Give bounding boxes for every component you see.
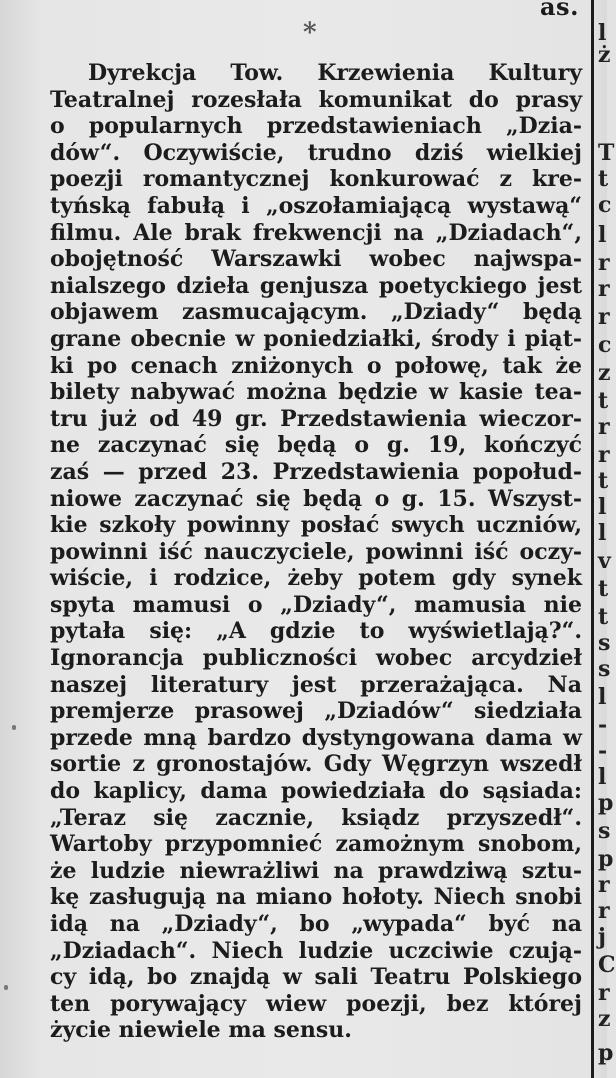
article-line: poezji romantycznej konkurować z kre-: [50, 166, 582, 193]
adjacent-column-letter: p: [598, 1040, 614, 1066]
article-line: filmu. Ale brak frekwencji na „Dziadach“,: [50, 219, 582, 246]
article-line: do kaplicy, dama powiedziała do sąsiada:: [50, 778, 582, 805]
adjacent-column-letter: s: [598, 656, 611, 682]
adjacent-column-letter: s: [598, 818, 611, 844]
adjacent-column-letter: v: [598, 548, 611, 574]
adjacent-column-letter: r: [598, 250, 610, 276]
article-line: spyta mamusi o „Dziady“, mamusia nie: [50, 591, 582, 618]
adjacent-column-letter: c: [598, 192, 612, 218]
article-line: Wartoby przypomnieć zamożnym snobom,: [50, 831, 582, 858]
adjacent-column-letter: -: [598, 712, 608, 738]
article-line: naszej literatury jest przerażająca. Na: [50, 671, 582, 698]
adjacent-column-letter: p: [598, 846, 614, 872]
adjacent-column-letter: r: [598, 872, 610, 898]
adjacent-column-letter: t: [598, 388, 609, 414]
article-line: premjerze prasowej „Dziadów“ siedziała: [50, 698, 582, 725]
adjacent-column-letter: r: [598, 414, 610, 440]
article-line: niowe zaczynać się będą o g. 15. Wszyst-: [50, 485, 582, 512]
article-line: Teatralnej rozesłała komunikat do prasy: [50, 86, 582, 113]
print-speck: [4, 985, 8, 990]
section-separator-asterisk: *: [303, 18, 317, 48]
adjacent-column-letter: p: [598, 790, 614, 816]
adjacent-column-letter: -: [598, 738, 608, 764]
article-line: ten porywający wiew poezji, bez której: [50, 990, 582, 1017]
adjacent-column-letter: l: [598, 20, 607, 46]
article-line: że ludzie niewrażliwi na prawdziwą sztu-: [50, 857, 582, 884]
previous-article-fragment: as.: [540, 0, 579, 21]
adjacent-column-letter: t: [598, 604, 609, 630]
article-column: [50, 60, 582, 1044]
article-line: życie niewiele ma sensu.: [50, 1017, 352, 1044]
adjacent-column-letter: ż: [598, 42, 611, 68]
article-line: „Teraz się zacznie, ksiądz przyszedł“.: [50, 804, 582, 831]
adjacent-column-letter: t: [598, 576, 609, 602]
article-line: obojętność Warszawki wobec najwspa-: [50, 246, 582, 273]
adjacent-column-letter: r: [598, 276, 610, 302]
adjacent-column-letter: z: [598, 360, 611, 386]
adjacent-column-letter: c: [598, 332, 612, 358]
article-line: „Dziadach“. Niech ludzie uczciwie czują-: [50, 937, 582, 964]
adjacent-column-letter: T: [598, 140, 615, 166]
adjacent-column-edge: [598, 0, 616, 1078]
adjacent-column-letter: r: [598, 304, 610, 330]
adjacent-column-letter: r: [598, 980, 610, 1006]
adjacent-column-letter: s: [598, 630, 611, 656]
adjacent-column-letter: C: [598, 952, 616, 978]
article-line: bilety nabywać można będzie w kasie tea-: [50, 379, 582, 406]
article-line: przede mną bardzo dystyngowana dama w: [50, 724, 582, 751]
article-line: nialszego dzieła genjusza poetyckiego jest: [50, 272, 582, 299]
column-divider-rule: [591, 0, 594, 1078]
article-line: grane obecnie w poniedziałki, środy i piąt-: [50, 325, 582, 352]
adjacent-column-letter: t: [598, 166, 609, 192]
article-line: idą na „Dziady“, bo „wypada“ być na: [50, 911, 582, 937]
article-line: Dyrekcja Tow. Krzewienia Kultury: [88, 60, 582, 86]
article-line: tru już od 49 gr. Przedstawienia wieczor-: [50, 405, 582, 432]
article-line: kę zasługują na miano hołoty. Niech snobi: [50, 884, 582, 911]
article-line: sortie z gronostajów. Gdy Węgrzyn wszedł: [50, 751, 582, 778]
adjacent-column-letter: r: [598, 898, 610, 924]
adjacent-column-letter: r: [598, 442, 610, 468]
adjacent-column-letter: t: [598, 468, 609, 494]
article-line: ne zaczynać się będą o g. 19, kończyć: [50, 432, 582, 459]
article-line: ki po cenach zniżonych o połowę, tak że: [50, 352, 582, 379]
adjacent-column-letter: l: [598, 684, 607, 710]
print-speck: [12, 725, 16, 730]
article-line: dów“. Oczywiście, trudno dziś wielkiej: [50, 139, 582, 166]
adjacent-column-letter: l: [598, 764, 607, 790]
adjacent-column-letter: l: [598, 222, 607, 248]
article-line: Ignorancja publiczności wobec arcydzieł: [50, 645, 582, 672]
article-line: pytała się: „A gdzie to wyświetlają?“.: [50, 618, 582, 645]
adjacent-column-letter: l: [598, 520, 607, 546]
article-line: objawem zasmucającym. „Dziady“ będą: [50, 299, 582, 326]
article-line: tyńską fabułą i „oszołamiającą wystawą“: [50, 192, 582, 219]
article-line: o popularnych przedstawieniach „Dzia-: [50, 113, 582, 140]
adjacent-column-letter: j: [598, 924, 606, 950]
adjacent-column-letter: l: [598, 494, 607, 520]
article-line: cy idą, bo znajdą w sali Teatru Polskiego: [50, 964, 582, 991]
article-line: zaś — przed 23. Przedstawienia popołud-: [50, 458, 582, 485]
article-line: wiście, i rodzice, żeby potem gdy synek: [50, 565, 582, 592]
adjacent-column-letter: z: [598, 1006, 611, 1032]
article-line: powinni iść nauczyciele, powinni iść oczy-: [50, 538, 582, 565]
article-line: kie szkoły powinny posłać swych uczniów,: [50, 512, 582, 539]
